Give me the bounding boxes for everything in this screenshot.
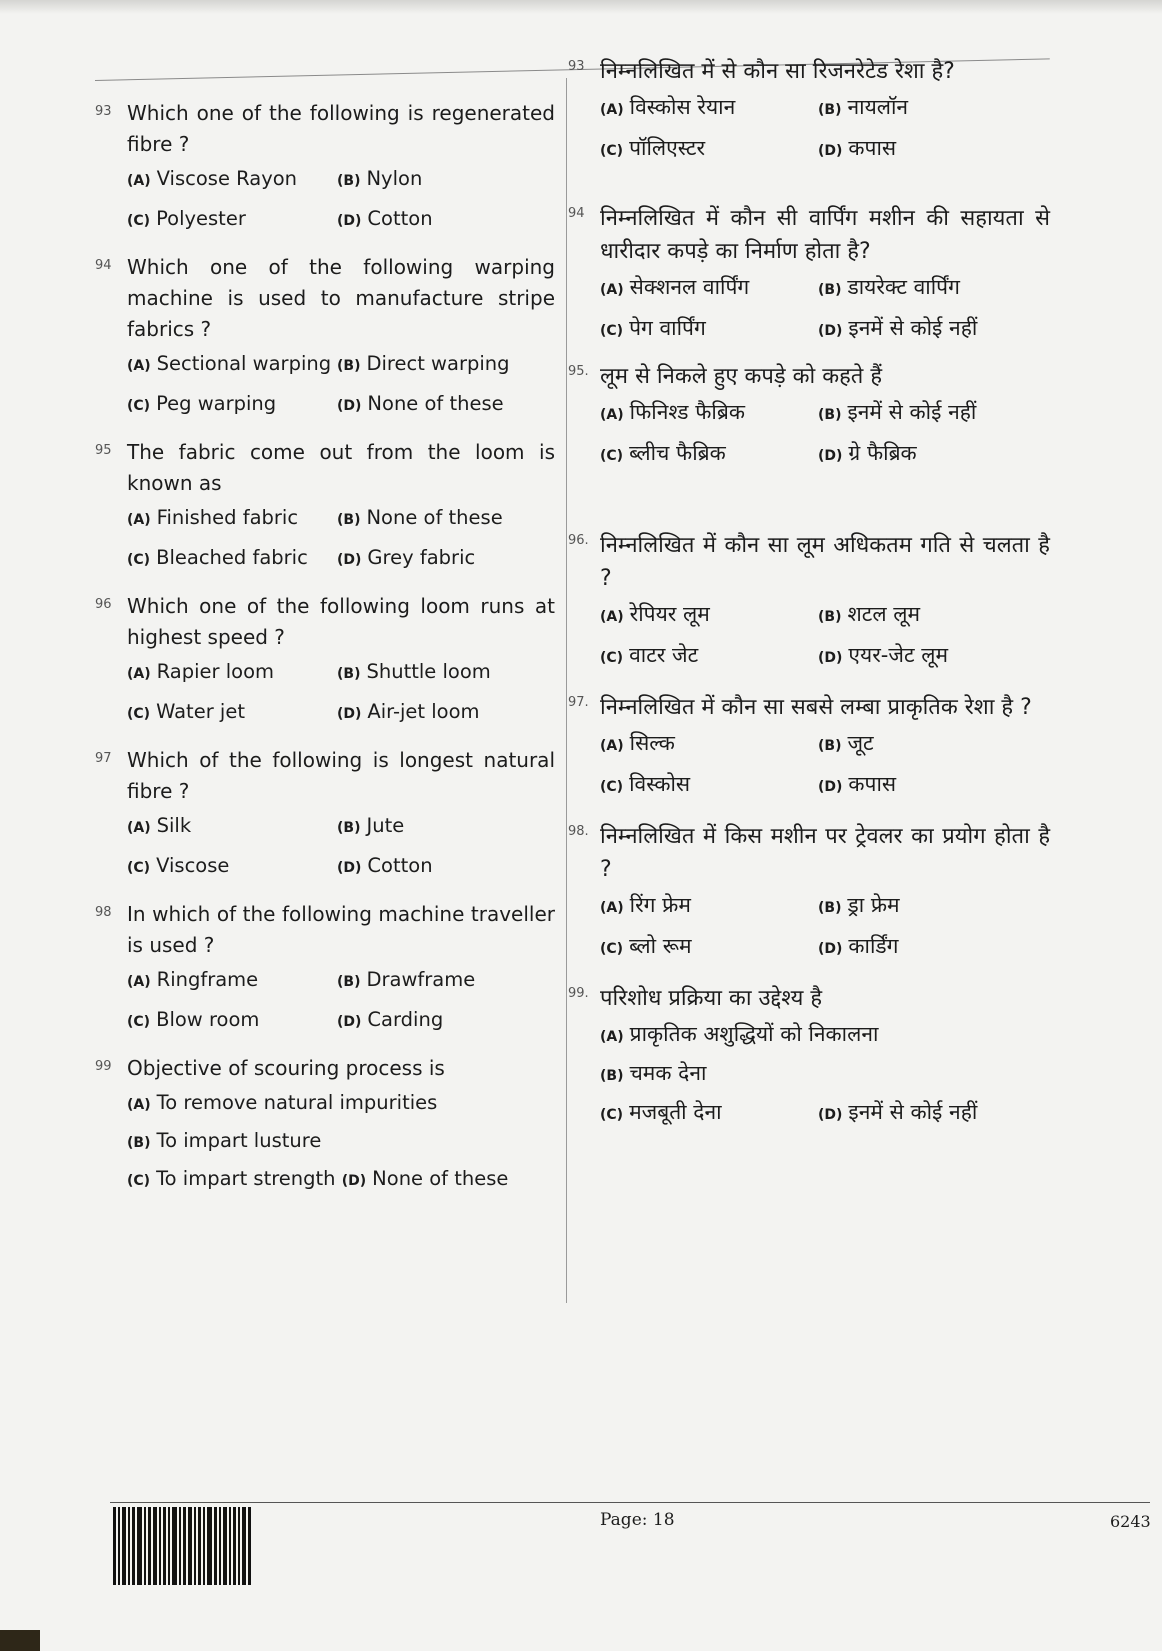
option-d: (D) इनमें से कोई नहीं xyxy=(818,316,978,340)
option-d: (D) ग्रे फैब्रिक xyxy=(818,441,917,465)
question-number: 96. xyxy=(568,533,589,548)
question-number: 97 xyxy=(95,751,112,766)
options xyxy=(127,349,555,421)
question-number: 93 xyxy=(95,104,112,119)
option-d: (D) None of these xyxy=(337,392,504,415)
options xyxy=(127,965,555,1037)
english-column xyxy=(95,98,555,1196)
option-d: (D) इनमें से कोई नहीं xyxy=(818,1100,978,1124)
question-98-hi xyxy=(570,820,1050,964)
question-96-en xyxy=(95,591,555,729)
options xyxy=(127,1088,555,1196)
options xyxy=(600,890,1050,964)
option-d: (D) Cotton xyxy=(337,207,433,230)
question-number: 98. xyxy=(568,824,589,839)
options xyxy=(127,811,555,883)
option-a: (A) विस्कोस रेयान xyxy=(600,95,736,119)
question-93-en xyxy=(95,98,555,236)
option-b: (B) डायरेक्ट वार्पिंग xyxy=(818,275,960,299)
question-text: निम्नलिखित में कौन सी वार्पिंग मशीन की सहायता से धारीदार कपड़े का निर्माण होता है? xyxy=(600,206,1050,264)
option-c: (C) Peg warping xyxy=(127,392,277,415)
option-b: (B) इनमें से कोई नहीं xyxy=(818,400,977,424)
page-number: Page: 18 xyxy=(600,1510,675,1530)
options xyxy=(600,92,1050,166)
option-b: (B) Drawframe xyxy=(337,968,476,991)
question-text: In which of the following machine traveller is used ? xyxy=(127,902,555,957)
option-d: (D) एयर-जेट लूम xyxy=(818,643,949,667)
option-c: (C) Blow room xyxy=(127,1008,260,1031)
option-b: (B) ड्रा फ्रेम xyxy=(818,893,900,917)
option-a: (A) Sectional warping xyxy=(127,352,332,375)
scan-corner xyxy=(0,1630,40,1651)
question-number: 99 xyxy=(95,1059,112,1074)
option-c: (C) ब्लीच फैब्रिक xyxy=(600,441,726,465)
option-a: (A) रेपियर लूम xyxy=(600,602,710,626)
option-d: (D) कपास xyxy=(818,772,897,796)
options xyxy=(127,657,555,729)
question-text: Which one of the following loom runs at highest speed ? xyxy=(127,594,555,649)
page-edge-shadow xyxy=(0,0,1162,14)
option-a: (A) Silk xyxy=(127,814,192,837)
option-a: (A) सिल्क xyxy=(600,731,675,755)
options xyxy=(127,164,555,236)
question-93-hi xyxy=(570,55,1050,166)
option-a: (A) Rapier loom xyxy=(127,660,274,683)
question-number: 94 xyxy=(95,258,112,273)
paper-code: 6243 xyxy=(1110,1512,1151,1531)
question-98-en xyxy=(95,899,555,1037)
option-c-d: (C) To impart strength (D) None of these xyxy=(127,1167,509,1190)
option-c: (C) मजबूती देना xyxy=(600,1100,722,1124)
question-95-en xyxy=(95,437,555,575)
option-a: (A) प्राकृतिक अशुद्धियों को निकालना xyxy=(600,1022,879,1046)
question-text: The fabric come out from the loom is known as xyxy=(127,440,555,495)
question-94-en xyxy=(95,252,555,421)
column-divider xyxy=(566,78,567,1303)
question-text: Which one of the following warping machine is used to manufacture stripe fabrics ? xyxy=(127,255,555,341)
question-number: 98 xyxy=(95,905,112,920)
option-b: (B) शटल लूम xyxy=(818,602,921,626)
options xyxy=(600,599,1050,673)
question-number: 99. xyxy=(568,986,589,1001)
option-a: (A) रिंग फ्रेम xyxy=(600,893,691,917)
option-d: (D) कपास xyxy=(818,136,897,160)
question-text: Which one of the following is regenerated fibre ? xyxy=(127,101,555,156)
option-b: (B) Direct warping xyxy=(337,352,510,375)
question-text: परिशोध प्रक्रिया का उद्देश्य है xyxy=(600,986,823,1011)
options xyxy=(600,397,1050,471)
options xyxy=(600,1019,1050,1130)
question-97-en xyxy=(95,745,555,883)
option-c: (C) पेग वार्पिंग xyxy=(600,316,706,340)
option-c: (C) Polyester xyxy=(127,207,246,230)
footer-rule xyxy=(110,1502,1150,1503)
question-text: निम्नलिखित में कौन सा लूम अधिकतम गति से चलता है ? xyxy=(600,533,1050,591)
question-94-hi xyxy=(570,202,1050,346)
option-b: (B) Nylon xyxy=(337,167,423,190)
question-95-hi xyxy=(570,360,1050,471)
question-text: निम्नलिखित में कौन सा सबसे लम्बा प्राकृतिक रेशा है ? xyxy=(600,695,1032,720)
option-d: (D) कार्डिंग xyxy=(818,934,899,958)
question-text: Which of the following is longest natural fibre ? xyxy=(127,748,555,803)
question-text: निम्नलिखित में से कौन सा रिजनरेटेड रेशा है? xyxy=(600,59,955,84)
option-d: (D) Air-jet loom xyxy=(337,700,480,723)
barcode xyxy=(113,1507,303,1585)
question-text: Objective of scouring process is xyxy=(127,1056,445,1080)
options xyxy=(600,272,1050,346)
option-d: (D) Grey fabric xyxy=(337,546,476,569)
option-a: (A) सेक्शनल वार्पिंग xyxy=(600,275,750,299)
question-number: 97. xyxy=(568,695,589,710)
option-b: (B) नायलॉन xyxy=(818,95,909,119)
options xyxy=(127,503,555,575)
option-c: (C) वाटर जेट xyxy=(600,643,699,667)
question-number: 96 xyxy=(95,597,112,612)
question-number: 95 xyxy=(95,443,112,458)
option-b: (B) None of these xyxy=(337,506,503,529)
question-97-hi xyxy=(570,691,1050,802)
option-c: (C) पॉलिएस्टर xyxy=(600,136,706,160)
question-number: 93 xyxy=(568,59,585,74)
option-c: (C) Bleached fabric xyxy=(127,546,308,569)
option-c: (C) Viscose xyxy=(127,854,230,877)
option-c: (C) Water jet xyxy=(127,700,245,723)
option-a: (A) Ringframe xyxy=(127,968,259,991)
options xyxy=(600,728,1050,802)
option-b: (B) जूट xyxy=(818,731,874,755)
hindi-column xyxy=(570,55,1050,1130)
question-99-en xyxy=(95,1053,555,1196)
option-d: (D) Carding xyxy=(337,1008,444,1031)
option-c: (C) ब्लो रूम xyxy=(600,934,692,958)
question-number: 94 xyxy=(568,206,585,221)
question-96-hi xyxy=(570,529,1050,673)
option-a: (A) फिनिश्ड फैब्रिक xyxy=(600,400,745,424)
option-b: (B) To impart lusture xyxy=(127,1129,322,1152)
option-b: (B) Jute xyxy=(337,814,405,837)
option-b: (B) Shuttle loom xyxy=(337,660,491,683)
option-d: (D) Cotton xyxy=(337,854,433,877)
question-text: लूम से निकले हुए कपड़े को कहते हैं xyxy=(600,364,883,389)
question-text: निम्नलिखित में किस मशीन पर ट्रेवलर का प्रयोग होता है ? xyxy=(600,824,1050,882)
option-c: (C) विस्कोस xyxy=(600,772,691,796)
option-a: (A) Finished fabric xyxy=(127,506,299,529)
question-number: 95. xyxy=(568,364,589,379)
question-99-hi xyxy=(570,982,1050,1130)
option-a: (A) To remove natural impurities xyxy=(127,1091,438,1114)
option-a: (A) Viscose Rayon xyxy=(127,167,298,190)
option-b: (B) चमक देना xyxy=(600,1061,707,1085)
